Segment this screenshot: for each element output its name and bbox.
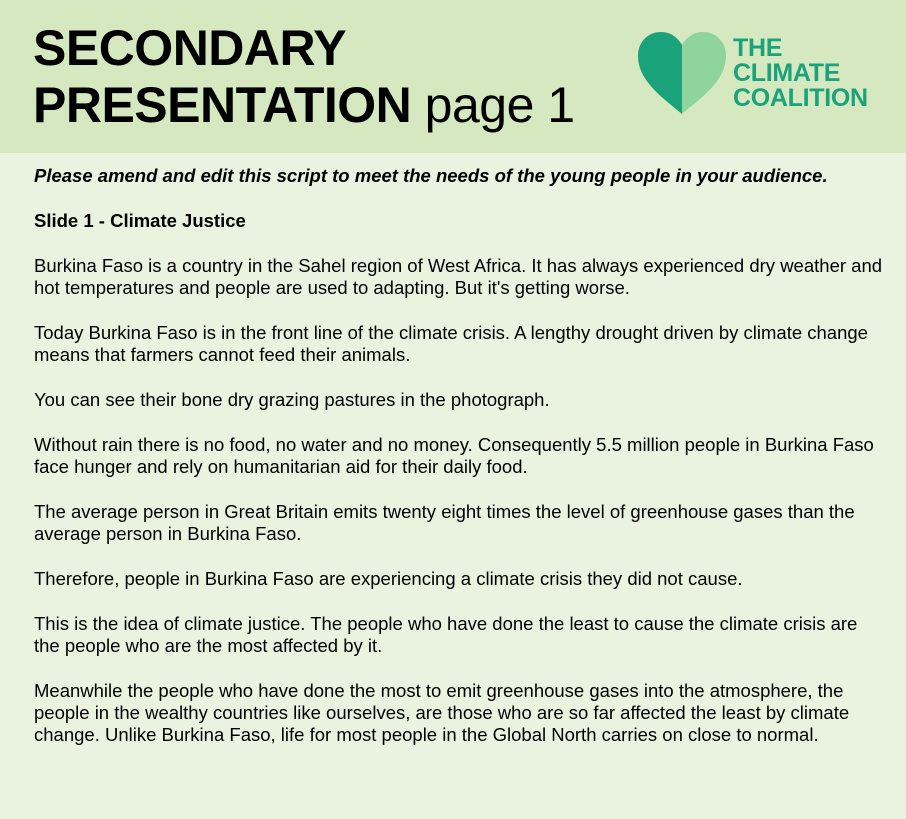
logo-line-3: COALITION <box>733 84 868 112</box>
heart-icon <box>636 30 728 116</box>
script-content <box>34 165 884 769</box>
logo-line-2: CLIMATE <box>733 59 841 87</box>
title-page-label: page 1 <box>411 77 575 133</box>
page-title <box>33 20 575 134</box>
logo-line-1: THE <box>733 34 783 62</box>
intro-instruction: Please amend and edit this script to meet the needs of the young people in your audience. <box>34 165 828 186</box>
title-line-2: PRESENTATION <box>33 77 412 133</box>
paragraph: Meanwhile the people who have done the most to emit greenhouse gases into the atmosphere, the people in the wealthy countries like ourselves, are those who are so far affected the least by climate change. Unlike Burkina Faso, life for most people in the Global North carries on close to normal. <box>34 680 850 745</box>
title-line-1: SECONDARY <box>33 20 347 76</box>
slide-heading: Slide 1 - Climate Justice <box>34 210 246 231</box>
climate-coalition-logo <box>636 30 896 120</box>
paragraph: Without rain there is no food, no water and no money. Consequently 5.5 million people in Burkina Faso face hunger and rely on humanitarian aid for their daily food. <box>34 434 874 477</box>
paragraph: Burkina Faso is a country in the Sahel region of West Africa. It has always experienced dry weather and hot temperatures and people are used to adapting. But it's getting worse. <box>34 255 883 298</box>
logo-wordmark <box>733 36 868 111</box>
paragraph: This is the idea of climate justice. The people who have done the least to cause the climate crisis are the people who are the most affected by it. <box>34 613 858 656</box>
page-header <box>0 0 906 153</box>
paragraph: Today Burkina Faso is in the front line of the climate crisis. A lengthy drought driven by climate change means that farmers cannot feed their animals. <box>34 322 868 365</box>
paragraph: The average person in Great Britain emits twenty eight times the level of greenhouse gases than the average person in Burkina Faso. <box>34 501 855 544</box>
paragraph: Therefore, people in Burkina Faso are experiencing a climate crisis they did not cause. <box>34 568 743 589</box>
paragraph: You can see their bone dry grazing pastures in the photograph. <box>34 389 550 410</box>
